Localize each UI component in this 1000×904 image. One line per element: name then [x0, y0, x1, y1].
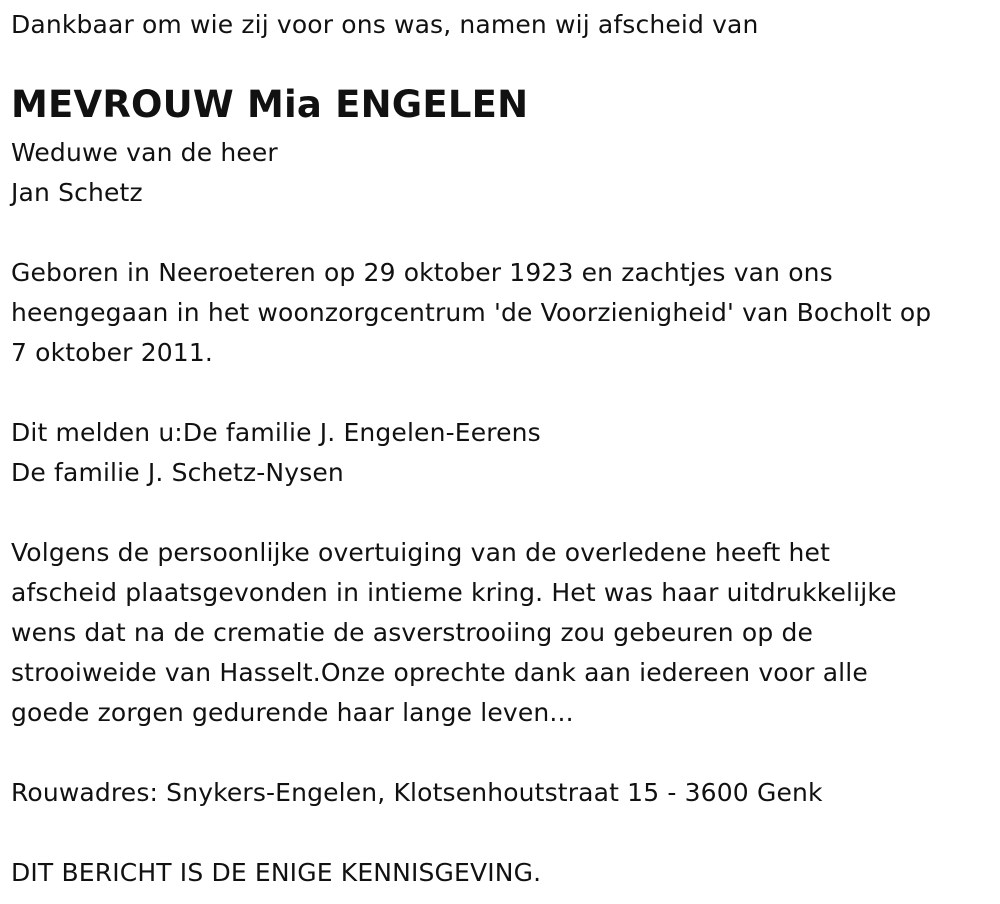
- spouse-name: Jan Schetz: [11, 178, 143, 207]
- family-block: [11, 413, 541, 493]
- mourning-address: Rouwadres: Snykers-Engelen, Klotsenhoutstraat 15 - 3600 Genk: [11, 778, 823, 807]
- paragraph-line: Volgens de persoonlijke overtuiging van de overledene heeft het: [11, 538, 831, 567]
- notice-statement: DIT BERICHT IS DE ENIGE KENNISGEVING.: [11, 858, 542, 887]
- paragraph-line: Geboren in Neeroeteren op 29 oktober 1923 en zachtjes van ons: [11, 258, 833, 287]
- paragraph-line: afscheid plaatsgevonden in intieme kring. Het was haar uitdrukkelijke: [11, 578, 897, 607]
- widow-of-block: [11, 133, 278, 213]
- paragraph-line: 7 oktober 2011.: [11, 338, 214, 367]
- family-line: De familie J. Schetz-Nysen: [11, 458, 344, 487]
- birth-death-paragraph: [11, 253, 931, 373]
- paragraph-line: goede zorgen gedurende haar lange leven...: [11, 698, 574, 727]
- family-line: Dit melden u:De familie J. Engelen-Eerens: [11, 418, 541, 447]
- intro-text: Dankbaar om wie zij voor ons was, namen wij afscheid van: [11, 10, 759, 39]
- paragraph-line: wens dat na de crematie de asverstrooiing zou gebeuren op de: [11, 618, 814, 647]
- message-paragraph: [11, 533, 897, 733]
- paragraph-line: heengegaan in het woonzorgcentrum 'de Voorzienigheid' van Bocholt op: [11, 298, 932, 327]
- deceased-name: MEVROUW Mia ENGELEN: [11, 83, 529, 126]
- paragraph-line: strooiweide van Hasselt.Onze oprechte dank aan iedereen voor alle: [11, 658, 868, 687]
- widow-of-line: Weduwe van de heer: [11, 138, 278, 167]
